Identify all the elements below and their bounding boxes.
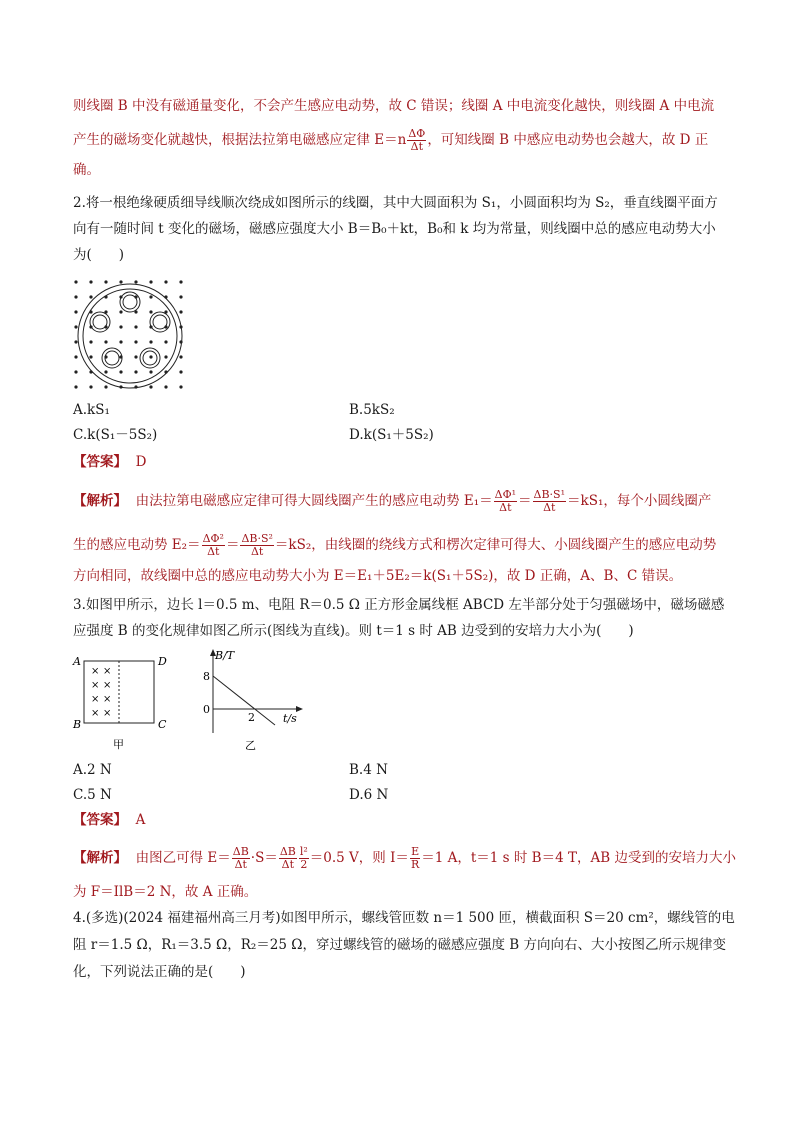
q3-answer <box>73 810 145 830</box>
field-dot <box>134 355 137 358</box>
field-dot <box>179 355 182 358</box>
field-dot <box>164 280 167 283</box>
field-dot <box>134 325 137 328</box>
field-dot <box>74 340 77 343</box>
q2-line-1: 2.将一根绝缘硬质细导线顺次绕成如图所示的线圈，其中大圆面积为 S₁，小圆面积均为 S₂，垂直线圈平面方 <box>73 195 718 211</box>
frac-num: ΔΦ¹ <box>494 488 517 501</box>
q2-exp-line-1 <box>73 489 711 514</box>
field-dot <box>149 340 152 343</box>
field-dot <box>134 280 137 283</box>
q2-option-a: A.kS₁ <box>73 402 110 418</box>
frac-num: ΔΦ² <box>202 532 224 545</box>
field-dot <box>179 310 182 313</box>
exp-text: ＝kS₂，由线圈的绕线方式和楞次定律可得大、小圆线圈产生的感应电动势 <box>274 537 717 553</box>
q2-option-c: C.k(S₁－5S₂) <box>73 427 158 443</box>
field-dot <box>89 340 92 343</box>
frac-num: l² <box>299 845 308 858</box>
field-dot <box>179 370 182 373</box>
exp-tag: 【解析】 <box>73 850 127 866</box>
field-dot <box>89 355 92 358</box>
field-dot <box>74 280 77 283</box>
q2-coil-figure <box>72 278 192 393</box>
exp-text: 由图乙可得 E＝ <box>135 850 231 866</box>
field-dot <box>119 340 122 343</box>
frac-den: Δt <box>410 140 424 153</box>
answer-tag: 【答案】 <box>73 812 127 828</box>
q3-option-a: A.2 N <box>73 762 112 778</box>
frac <box>533 489 566 514</box>
frac-den: R <box>410 858 420 871</box>
figure-caption-yi: 乙 <box>245 739 256 752</box>
origin-label: 0 <box>203 703 210 716</box>
field-dot <box>104 385 107 388</box>
q3-line-1: 3.如图甲所示，边长 l＝0.5 m、电阻 R＝0.5 Ω 正方形金属线框 ABCD 左半部分处于匀强磁场中，磁场磁感 <box>73 597 725 613</box>
q2-line-3: 为( ) <box>73 247 125 263</box>
frac <box>202 533 225 558</box>
frac-num: E <box>411 845 420 858</box>
cross-mark: × <box>91 708 100 719</box>
answer-value: A <box>135 812 146 828</box>
figure-caption-jia: 甲 <box>113 738 124 751</box>
field-dot <box>149 295 152 298</box>
frac-den: Δt <box>281 858 295 871</box>
field-dot <box>149 355 152 358</box>
frac <box>232 846 250 871</box>
exp-text: ＝0.5 V，则 I＝ <box>309 850 409 866</box>
exp-text: ＝ <box>225 537 240 553</box>
cross-mark: × <box>103 694 112 705</box>
field-dot <box>149 310 152 313</box>
frac-num: ΔB·S² <box>241 532 273 545</box>
q2-option-b: B.5kS₂ <box>349 402 395 418</box>
magnetic-field-crosses <box>91 666 111 719</box>
field-dot <box>89 280 92 283</box>
field-dot <box>179 280 182 283</box>
exp-text: ＝ <box>518 493 532 509</box>
frac <box>299 846 309 871</box>
y-tick-8: 8 <box>203 670 210 683</box>
q4-line-1: 4.(多选)(2024 福建福州高三月考)如图甲所示，螺线管匝数 n＝1 500 匝，横截面积 S＝20 cm²，螺线管的电 <box>73 910 735 926</box>
frac-num: ΔB <box>279 845 296 858</box>
x-tick-2: 2 <box>248 711 255 724</box>
frac-den: Δt <box>250 545 264 558</box>
q3-exp-line-2: 为 F＝IlB＝2 N，故 A 正确。 <box>73 884 258 900</box>
x-axis-label: t/s <box>283 712 297 725</box>
q2-line-2: 向有一随时间 t 变化的磁场，磁感应强度大小 B＝B₀＋kt，B₀和 k 均为常量，则线圈中总的感应电动势大小 <box>73 221 716 237</box>
frac-num: ΔB·S¹ <box>533 488 566 501</box>
field-dot <box>89 385 92 388</box>
y-axis-label: B/T <box>215 649 235 662</box>
frac <box>240 533 273 558</box>
cont-line-2 <box>73 128 708 153</box>
frac-num: ΔΦ <box>408 127 426 140</box>
frac-num: ΔB <box>232 845 249 858</box>
cont-line-3: 确。 <box>73 162 100 178</box>
field-dot <box>119 280 122 283</box>
q4-line-2: 阻 r＝1.5 Ω，R₁＝3.5 Ω，R₂＝25 Ω，穿过螺线管的磁场的磁感应强度 B 方向向右、大小按图乙所示规律变 <box>73 937 726 953</box>
q3-figure-yi <box>195 645 310 757</box>
answer-value: D <box>135 454 147 470</box>
cross-mark: × <box>103 666 112 677</box>
q2-exp-line-3: 方向相同，故线圈中总的感应电动势大小为 E＝E₁＋5E₂＝k(S₁＋5S₂)，故 D 正确，A、B、C 错误。 <box>73 568 683 584</box>
frac <box>279 846 297 871</box>
frac <box>494 489 517 514</box>
field-dot <box>134 340 137 343</box>
field-dot <box>74 370 77 373</box>
frac <box>410 846 420 871</box>
exp-text: 生的感应电动势 E₂＝ <box>73 537 201 553</box>
exp-text: ·S＝ <box>250 850 278 866</box>
field-dot <box>74 385 77 388</box>
cross-mark: × <box>91 666 100 677</box>
field-dot <box>149 280 152 283</box>
fraction-dphi-dt <box>407 128 426 153</box>
q3-exp-line-1 <box>73 846 736 871</box>
q4-line-3: 化，下列说法正确的是( ) <box>73 964 246 980</box>
frac-den: Δt <box>207 545 220 558</box>
cross-mark: × <box>103 680 112 691</box>
field-dot <box>134 370 137 373</box>
frac-den: Δt <box>499 501 512 514</box>
q2-option-d: D.k(S₁＋5S₂) <box>349 427 434 443</box>
field-dot <box>104 280 107 283</box>
field-dot <box>119 370 122 373</box>
q3-option-d: D.6 N <box>349 787 389 803</box>
field-dot <box>179 295 182 298</box>
field-dot <box>104 340 107 343</box>
vertex-b-label: B <box>73 718 82 731</box>
cross-mark: × <box>91 694 100 705</box>
q3-option-c: C.5 N <box>73 787 112 803</box>
vertex-a-label: A <box>73 655 81 668</box>
field-dot <box>149 385 152 388</box>
field-dot <box>74 325 77 328</box>
q3-figure-jia <box>70 650 170 755</box>
vertex-d-label: D <box>158 655 167 668</box>
q3-line-2: 应强度 B 的变化规律如图乙所示(图线为直线)。则 t＝1 s 时 AB 边受到的安培力大小为( ) <box>73 623 634 639</box>
field-dot <box>74 355 77 358</box>
frac-den: Δt <box>543 501 556 514</box>
cont-line-1: 则线圈 B 中没有磁通量变化，不会产生感应电动势，故 C 错误；线圈 A 中电流变化越快，则线圈 A 中电流 <box>73 98 715 114</box>
field-dot <box>119 310 122 313</box>
exp-tag: 【解析】 <box>73 493 127 509</box>
cont-line-2-a: 产生的磁场变化就越快，根据法拉第电磁感应定律 E＝n <box>73 132 407 148</box>
q2-answer <box>73 452 146 472</box>
cont-line-2-b: ，可知线圈 B 中感应电动势也会越大，故 D 正 <box>427 132 709 148</box>
field-dot <box>179 385 182 388</box>
field-dot <box>164 385 167 388</box>
field-dot <box>74 310 77 313</box>
exp-text: 由法拉第电磁感应定律可得大圆线圈产生的感应电动势 E₁＝ <box>135 493 493 509</box>
field-dot <box>119 325 122 328</box>
frac-den: Δt <box>234 858 247 871</box>
field-dot <box>104 370 107 373</box>
cross-mark: × <box>91 680 100 691</box>
frac-den: 2 <box>300 858 308 871</box>
answer-tag: 【答案】 <box>73 454 127 470</box>
field-dot <box>164 340 167 343</box>
field-dot <box>89 295 92 298</box>
exp-text: ＝1 A，t＝1 s 时 B＝4 T，AB 边受到的安培力大小 <box>421 850 736 866</box>
field-dot <box>74 295 77 298</box>
q3-option-b: B.4 N <box>349 762 388 778</box>
q2-exp-line-2 <box>73 533 716 558</box>
field-dot <box>164 355 167 358</box>
exp-text: ＝kS₁，每个小圆线圈产 <box>567 493 712 509</box>
vertex-c-label: C <box>158 718 167 731</box>
cross-mark: × <box>103 708 112 719</box>
field-dot <box>149 370 152 373</box>
